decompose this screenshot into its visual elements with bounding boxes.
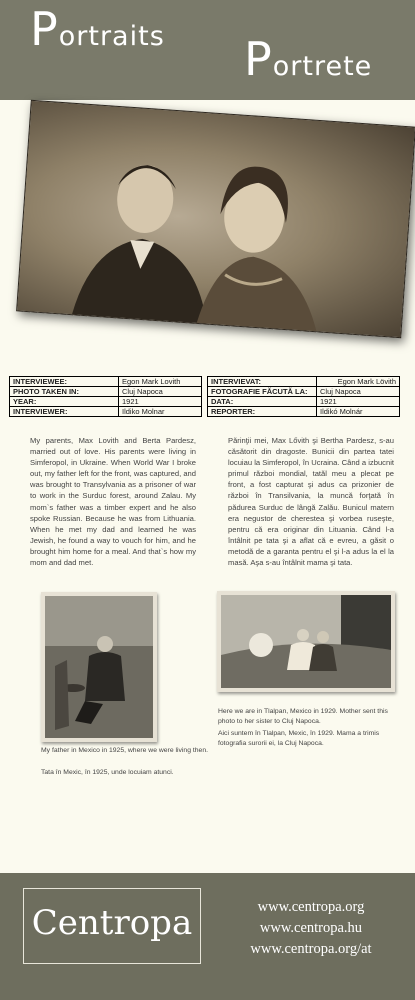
url-at[interactable]: www.centropa.org/at: [250, 941, 372, 957]
caption-left-english: My father in Mexico in 1925, where we were living then.: [41, 747, 208, 754]
info-table-english: INTERVIEWEE: Egon Mark Lovith PHOTO TAKEN IN: Cluj Napoca YEAR: 1921 INTERVIEWER: Ildiko Molnar: [9, 376, 202, 417]
portrait-photo: [16, 100, 415, 338]
title-romanian: Portrete: [244, 32, 373, 86]
title-english: Portraits: [30, 2, 165, 56]
centropa-logo-box: [23, 888, 201, 964]
caption-left-romanian: Tata în Mexic, în 1925, unde locuiam atunci.: [41, 769, 174, 776]
url-org[interactable]: www.centropa.org: [257, 899, 365, 915]
story-romanian: Părinţii mei, Max Lővith şi Bertha Pardesz, s-au căsătorit din dragoste. Bunicii din partea tatei locuiau la Simferopol, în Ucraina. Când a izbucnit primul război mondial, tatăl meu a plecat pe front, a fost capturat şi adus ca prizonier de război în Transilvania, la muncă forţată în pădurea Surduc de lângă Zalău. Bunicul matern era negustor de cherestea şi vorbea ruseşte, pentru că era originar din Lituania. Când l-a întâlnit pe tata şi a aflat că e evreu, a găsit o metodă de a garanta pentru el şi l-a adus la el la masă. Aşa s-au întâlnit mama şi tata.: [228, 436, 394, 568]
father-mexico-photo: [41, 592, 157, 742]
tlalpan-photo: [217, 591, 395, 692]
caption-right-english: Here we are in Tlalpan, Mexico in 1929. Mother sent this photo to her sister to Cluj Napoca.: [218, 708, 388, 725]
caption-right-romanian: Aici suntem în Tlalpan, Mexic, în 1929. Mama a trimis fotografia surorii ei, la Cluj Napoca.: [218, 730, 380, 747]
info-table-romanian: INTERVIEVAT: Egon Mark Lövith FOTOGRAFIE FĂCUTĂ LA: Cluj Napoca DATA: 1921 REPORTER: Ildikó Molnár: [207, 376, 400, 417]
url-hu[interactable]: www.centropa.hu: [259, 920, 363, 936]
story-english: My parents, Max Lovith and Berta Pardesz, married out of love. His parents were living in Simferopol, in Ukraine. When World War I broke out, my father left for the front, was captured, and was brought to Transylvania as a prisoner of war to work in the Surduc forest, around Zalau. My mom`s father was a timber expert and he also spoke Russian. Because he was from Lithuania. When he met my dad and learned he was Jewish, he found a way to vouch for him, and he brought him home for a meal. And that`s how my mom and dad met.: [30, 436, 196, 568]
footer-links: [218, 897, 404, 960]
centropa-logo: Centropa: [31, 903, 193, 943]
